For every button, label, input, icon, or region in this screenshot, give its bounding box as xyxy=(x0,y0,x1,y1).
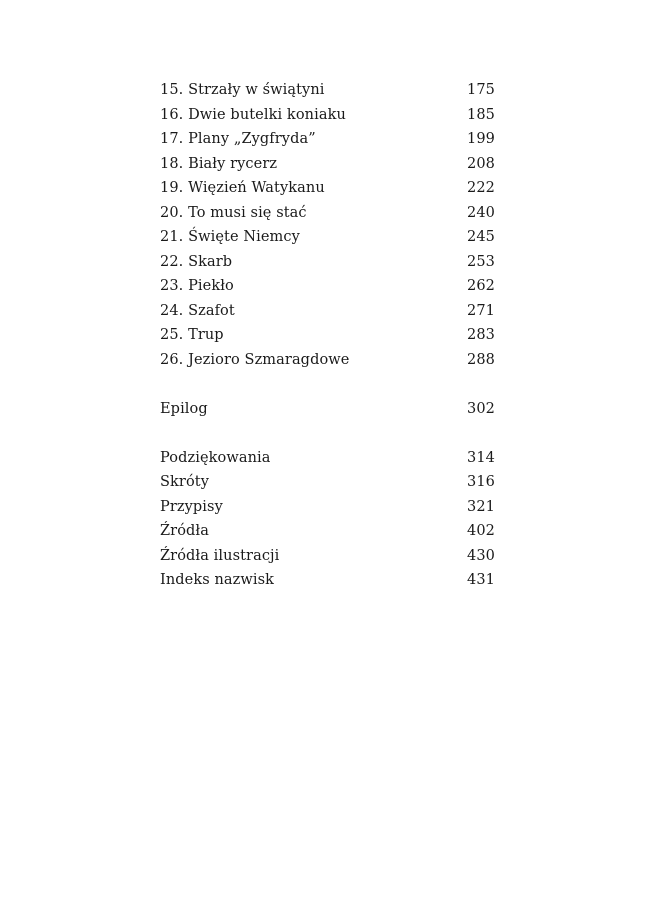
toc-entry xyxy=(160,103,495,128)
toc-entry-page: 314 xyxy=(467,449,495,466)
toc-entry xyxy=(160,176,495,201)
toc-entry-page: 430 xyxy=(467,547,495,564)
toc-entry-title: 23. Piekło xyxy=(160,278,234,294)
toc-entry-title: 17. Plany „Zygfryda” xyxy=(160,131,316,147)
toc-entry-page: 321 xyxy=(467,498,495,515)
toc-entry xyxy=(160,250,495,275)
toc-entry-title: 18. Biały rycerz xyxy=(160,155,278,172)
toc-entry xyxy=(160,299,495,324)
toc-entry-page: 288 xyxy=(467,351,495,368)
toc-entry-title: Indeks nazwisk xyxy=(160,572,275,588)
toc-entry xyxy=(160,274,495,299)
toc-entry-page: 185 xyxy=(467,106,495,123)
toc-entry-page: 402 xyxy=(467,523,495,539)
toc-entry-title: Epilog xyxy=(160,400,208,417)
toc-chapters-group xyxy=(160,78,495,372)
toc-entry-page: 175 xyxy=(467,82,495,98)
toc-entry-page: 316 xyxy=(467,474,495,490)
toc-entry-title: Podziękowania xyxy=(160,449,271,466)
toc-entry xyxy=(160,544,495,569)
toc-entry-title: 20. To musi się stać xyxy=(160,204,307,221)
toc-entry-page: 222 xyxy=(467,180,495,196)
toc-entry-page: 262 xyxy=(467,278,495,294)
toc-entry xyxy=(160,495,495,520)
toc-epilog-group xyxy=(160,397,495,422)
toc-entry-title: 16. Dwie butelki koniaku xyxy=(160,106,346,123)
toc-entry-page: 253 xyxy=(467,253,495,270)
toc-entry-page: 431 xyxy=(467,572,495,588)
toc-entry xyxy=(160,78,495,103)
toc-entry-page: 208 xyxy=(467,155,495,172)
toc-entry-page: 302 xyxy=(467,400,495,417)
toc-entry xyxy=(160,348,495,373)
toc-entry xyxy=(160,323,495,348)
toc-entry-title: 25. Trup xyxy=(160,327,224,343)
toc-entry-title: 22. Skarb xyxy=(160,253,233,270)
toc-entry-title: 26. Jezioro Szmaragdowe xyxy=(160,351,350,368)
toc-entry-page: 271 xyxy=(467,302,495,319)
toc-entry xyxy=(160,152,495,177)
toc-entry-title: Źródła ilustracji xyxy=(160,547,280,564)
toc-entry-title: 19. Więzień Watykanu xyxy=(160,180,325,196)
toc-entry xyxy=(160,201,495,226)
toc-entry xyxy=(160,568,495,593)
toc-entry-title: Skróty xyxy=(160,474,209,490)
toc-entry-title: 15. Strzały w świątyni xyxy=(160,82,325,98)
toc-entry-title: Źródła xyxy=(160,523,209,539)
toc-entry-title: 24. Szafot xyxy=(160,302,235,319)
toc-entry xyxy=(160,397,495,422)
toc-entry-page: 245 xyxy=(467,229,495,245)
table-of-contents xyxy=(160,78,495,593)
toc-entry-title: Przypisy xyxy=(160,498,223,515)
toc-backmatter-group xyxy=(160,446,495,593)
toc-entry-page: 240 xyxy=(467,204,495,221)
toc-entry xyxy=(160,127,495,152)
toc-entry-page: 283 xyxy=(467,327,495,343)
toc-entry xyxy=(160,470,495,495)
toc-entry xyxy=(160,225,495,250)
toc-entry-page: 199 xyxy=(467,131,495,147)
toc-entry xyxy=(160,519,495,544)
toc-entry-title: 21. Święte Niemcy xyxy=(160,229,300,245)
toc-entry xyxy=(160,446,495,471)
